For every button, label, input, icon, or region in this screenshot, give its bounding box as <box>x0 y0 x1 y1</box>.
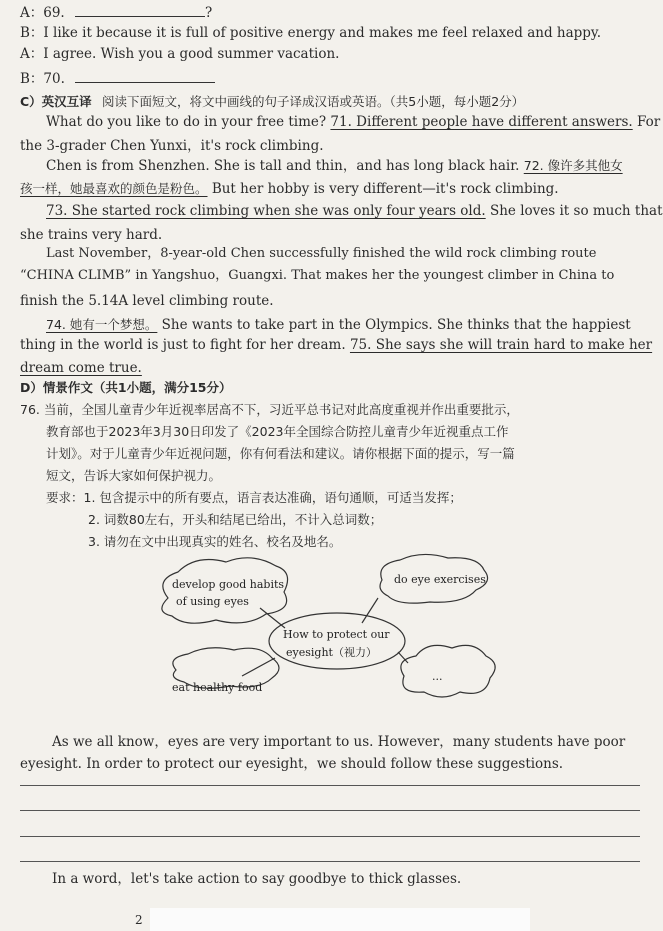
essay-closing: In a word，let's take action to say goodbye to thick glasses. <box>52 871 462 887</box>
requirement-3: 3. 请勿在文中出现真实的姓名、校名及地名。 <box>88 534 342 549</box>
passage-line-2: the 3-grader Chen Yunxi，it's rock climbing. <box>20 138 324 154</box>
section-c-instruction: 阅读下面短文，将文中画线的句子译成汉语或英语。（共5小题，每小题2分） <box>101 94 525 109</box>
passage-p5-b: thing in the world is just to fight for her dream. <box>20 337 346 353</box>
page-number: 2 <box>135 913 143 927</box>
passage-p3-a: She loves it so much that <box>489 203 663 219</box>
dialogue-a2: A：I agree. Wish you a good summer vacation. <box>20 46 340 62</box>
dialogue-b70-text: B：70. <box>20 71 65 87</box>
dialogue-a69-text: A：69. <box>20 5 65 21</box>
passage-line-12 <box>20 359 142 377</box>
writing-line-3[interactable] <box>20 836 640 837</box>
footer-strip <box>150 908 530 931</box>
passage-line-10 <box>46 316 631 334</box>
passage-line-4 <box>20 180 559 198</box>
question-76-line-3: 计划》。对于儿童青少年近视问题，你有何看法和建议。请你根据下面的提示，写一篇 <box>46 446 515 461</box>
answer-blank-69[interactable] <box>75 4 205 17</box>
connector-food <box>242 658 275 676</box>
passage-line-8: “CHINA CLIMB” in Yangshuo，Guangxi. That makes her the youngest climber in China to <box>20 268 615 283</box>
passage-p2-a: Chen is from Shenzhen. She is tall and thin，and has long black hair. <box>46 158 520 174</box>
writing-line-2[interactable] <box>20 810 640 811</box>
passage-line-9: finish the 5.14A level climbing route. <box>20 293 274 309</box>
writing-line-1[interactable] <box>20 785 640 786</box>
bubble-center <box>269 613 405 669</box>
mindmap-habits-2: of using eyes <box>176 595 249 608</box>
connector-exercises <box>362 598 378 623</box>
question-76-line-1: 76. 当前，全国儿童青少年近视率居高不下，习近平总书记对此高度重视并作出重要批示， <box>20 402 519 417</box>
passage-line-5 <box>46 202 663 220</box>
dialogue-a69-mark: ? <box>205 5 213 21</box>
question-76-line-2: 教育部也于2023年3月30日印发了《2023年全国综合防控儿童青少年近视重点工作 <box>46 424 509 439</box>
underlined-sentence-75-b: dream come true. <box>20 360 142 376</box>
underlined-sentence-74: 74. 她有一个梦想。 <box>46 317 158 332</box>
passage-p2-b: But her hobby is very different—it's rock climbing. <box>211 181 559 197</box>
passage-p1-a: What do you like to do in your free time? <box>46 114 327 130</box>
answer-blank-70[interactable] <box>75 70 215 83</box>
requirement-2: 2. 词数80左右，开头和结尾已给出，不计入总词数； <box>88 512 383 527</box>
requirement-1: 要求：1. 包含提示中的所有要点，语言表达准确，语句通顺，可适当发挥； <box>46 490 462 505</box>
passage-line-3 <box>46 157 623 175</box>
mindmap-more: ... <box>432 670 443 683</box>
mindmap-center-1: How to protect our <box>283 628 390 641</box>
mindmap-diagram <box>150 558 500 718</box>
passage-line-6: she trains very hard. <box>20 227 163 243</box>
essay-opening-1: As we all know，eyes are very important to us. However，many students have poor <box>52 734 626 750</box>
dialogue-b70 <box>20 70 215 88</box>
bubble-more <box>401 645 495 697</box>
passage-line-7: Last November，8-year-old Chen successfully finished the wild rock climbing route <box>46 246 597 261</box>
dialogue-b1: B：I like it because it is full of positive energy and makes me feel relaxed and happy. <box>20 25 602 41</box>
passage-p1-b: For <box>637 114 661 130</box>
underlined-sentence-72-b: 孩一样，她最喜欢的颜色是粉色。 <box>20 181 208 196</box>
essay-opening-2: eyesight. In order to protect our eyesight，we should follow these suggestions. <box>20 756 564 772</box>
writing-line-4[interactable] <box>20 861 640 862</box>
underlined-sentence-71: 71. Different people have different answers. <box>330 114 633 130</box>
mindmap-exercises: do eye exercises <box>394 573 486 586</box>
underlined-sentence-73: 73. She started rock climbing when she was only four years old. <box>46 203 486 219</box>
underlined-sentence-72-a: 72. 像许多其他女 <box>523 158 623 173</box>
section-d-heading: D）情景作文（共1小题，满分15分） <box>20 380 232 395</box>
underlined-sentence-75-a: 75. She says she will train hard to make her <box>349 337 653 353</box>
passage-line-1 <box>46 113 660 131</box>
mindmap-center-2: eyesight（视力） <box>286 646 377 659</box>
section-c-heading-row <box>20 93 524 111</box>
dialogue-a69 <box>20 4 212 22</box>
passage-line-11 <box>20 336 652 354</box>
question-76-line-4: 短文，告诉大家如何保护视力。 <box>46 468 222 483</box>
mindmap-food: eat healthy food <box>172 681 263 694</box>
mindmap-habits-1: develop good habits <box>172 578 285 591</box>
section-c-heading: C）英汉互译 <box>20 94 92 109</box>
passage-p5-a: She wants to take part in the Olympics. She thinks that the happiest <box>161 317 631 333</box>
